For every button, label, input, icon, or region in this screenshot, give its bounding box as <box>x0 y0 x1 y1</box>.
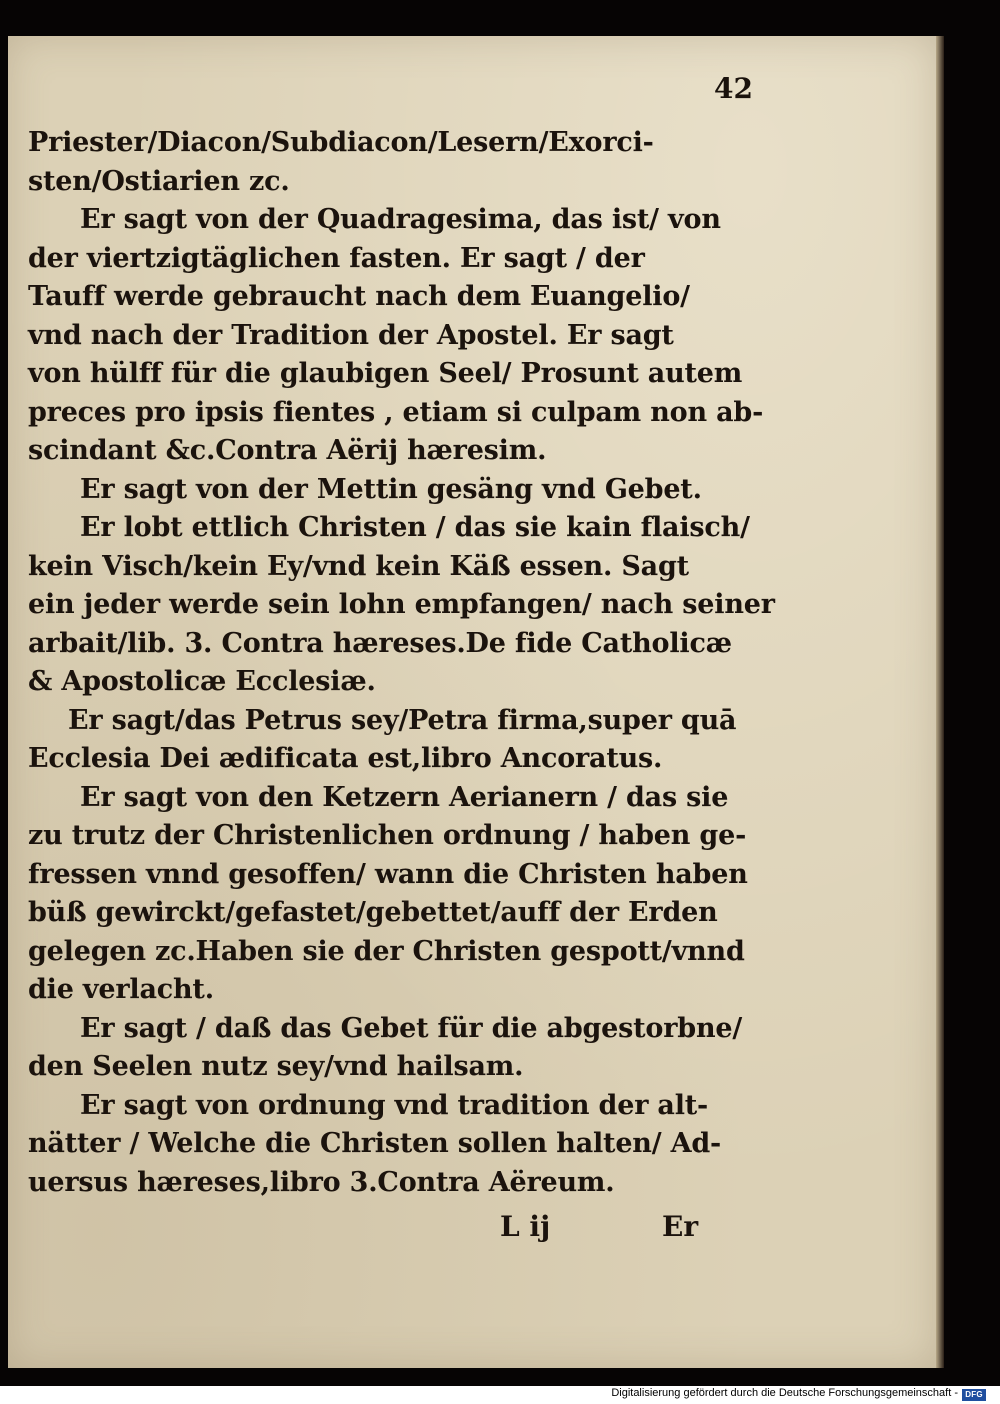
text-line: den Seelen nutz sey/vnd hailsam. <box>28 1051 524 1082</box>
page-footer-marks <box>8 1202 936 1242</box>
text-line: ein jeder werde sein lohn empfangen/ nach seiner <box>28 589 775 620</box>
text-line: büß gewirckt/gefastet/gebettet/auff der Erden <box>28 897 718 928</box>
text-line: zu trutz der Christenlichen ordnung / haben ge- <box>28 820 747 851</box>
page-number: 42 <box>714 72 753 105</box>
signature-mark: L ij <box>500 1210 551 1243</box>
text-line: Priester/Diacon/Subdiacon/Lesern/Exorci- <box>28 127 654 158</box>
paragraph-start-line: Er sagt / daß das Gebet für die abgestorbne/ <box>80 1012 743 1044</box>
paragraph-start-line: Er sagt von ordnung vnd tradition der alt- <box>80 1089 709 1121</box>
paragraph-start-line: Er sagt/das Petrus sey/Petra firma,super quā <box>68 704 737 736</box>
paragraph-start-line: Er sagt von der Quadragesima, das ist/ von <box>80 204 721 235</box>
dfg-logo: DFG <box>962 1389 986 1401</box>
paragraph-start-line: Er sagt von der Mettin gesäng vnd Gebet. <box>80 473 702 505</box>
page-edge-shadow <box>936 36 944 1368</box>
text-line: sten/Ostiarien zc. <box>28 165 290 197</box>
text-line: gelegen zc.Haben sie der Christen gespott/vnnd <box>28 935 745 967</box>
text-block <box>28 124 775 1202</box>
funding-note: Digitalisierung gefördert durch die Deutsche Forschungsgemeinschaft - <box>611 1387 958 1399</box>
text-line: uersus hæreses,libro 3.Contra Aëreum. <box>28 1166 615 1198</box>
paragraph-start-line: Er lobt ettlich Christen / das sie kain flaisch/ <box>80 512 750 543</box>
text-line: Ecclesia Dei ædificata est,libro Ancoratus. <box>28 743 663 774</box>
text-line: die verlacht. <box>28 974 214 1005</box>
text-line: scindant &c.Contra Aërij hæresim. <box>28 435 547 466</box>
book-page <box>8 36 936 1368</box>
text-line: von hülff für die glaubigen Seel/ Prosunt autem <box>28 358 743 389</box>
paragraph-start-line: Er sagt von den Ketzern Aerianern / das sie <box>80 781 729 813</box>
text-line: der viertzigtäglichen fasten. Er sagt / der <box>28 242 645 274</box>
text-line: & Apostolicæ Ecclesiæ. <box>28 666 376 697</box>
text-line: kein Visch/kein Ey/vnd kein Käß essen. Sagt <box>28 550 689 582</box>
text-line: vnd nach der Tradition der Apostel. Er sagt <box>28 319 674 351</box>
text-line: nätter / Welche die Christen sollen halten/ Ad- <box>28 1128 722 1159</box>
text-line: Tauff werde gebraucht nach dem Euangelio/ <box>28 281 690 312</box>
text-line: fressen vnnd gesoffen/ wann die Christen haben <box>28 858 748 890</box>
text-line: arbait/lib. 3. Contra hæreses.De fide Catholicæ <box>28 627 732 659</box>
catchword: Er <box>662 1210 699 1243</box>
text-line: preces pro ipsis fientes , etiam si culpam non ab- <box>28 396 764 428</box>
